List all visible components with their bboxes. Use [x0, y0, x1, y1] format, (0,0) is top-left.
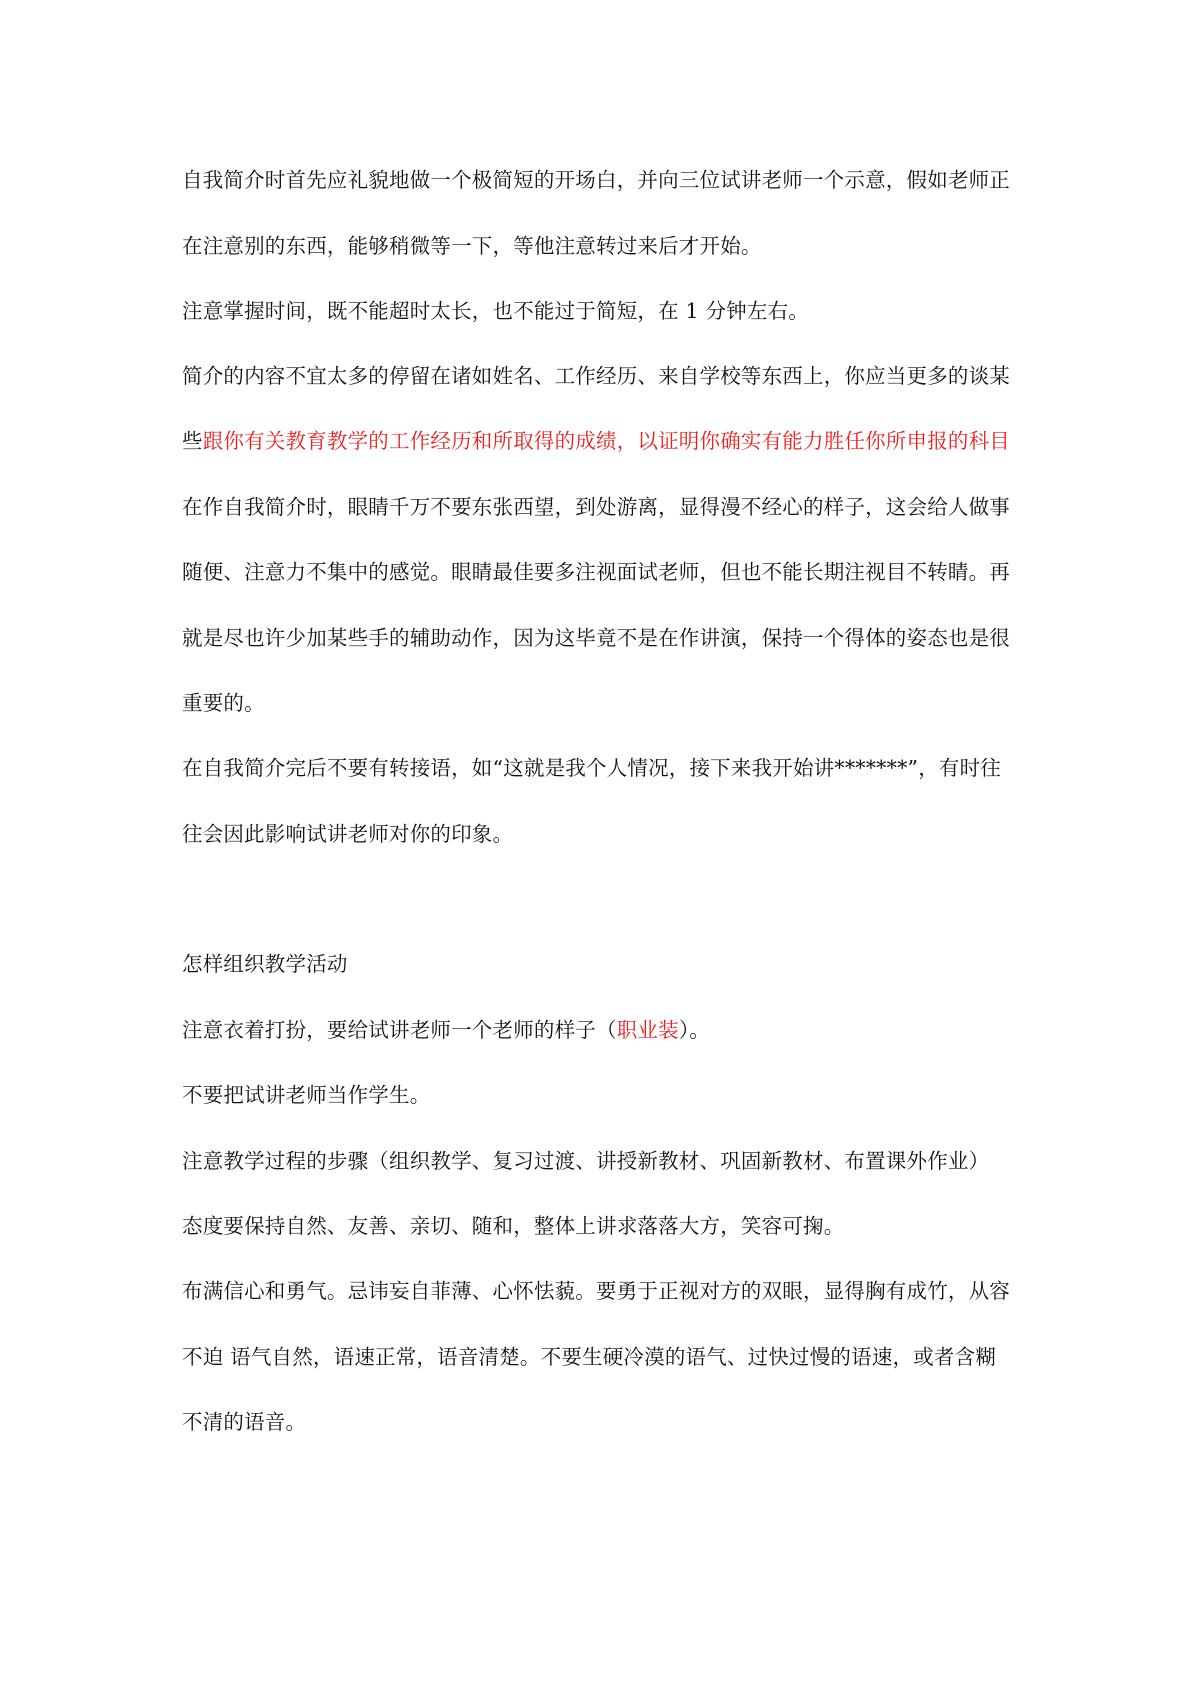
paragraph-intro-line-2: 在注意别的东西，能够稍微等一下，等他注意转过来后才开始。	[182, 234, 762, 258]
paragraph-eyes-line-1: 在作自我简介时，眼睛千万不要东张西望，到处游离，显得漫不经心的样子，这会给人做事	[182, 495, 1010, 519]
section-item-attire	[182, 1016, 1022, 1044]
section-item-confidence-line-1: 布满信心和勇气。忌讳妄自菲薄、心怀怯藐。要勇于正视对方的双眼，显得胸有成竹，从容	[182, 1279, 1010, 1303]
paragraph-content-line-1: 简介的内容不宜太多的停留在诸如姓名、工作经历、来自学校等东西上，你应当更多的谈某	[182, 364, 1010, 388]
attire-prefix: 注意衣着打扮，要给试讲老师一个老师的样子（	[182, 1018, 617, 1042]
section-item-confidence-line-2: 不迫 语气自然，语速正常，语音清楚。不要生硬冷漠的语气、过快过慢的语速，或者含糊	[182, 1345, 997, 1369]
content-line-prefix: 些	[182, 429, 203, 453]
section-heading: 怎样组织教学活动	[182, 952, 348, 976]
paragraph-eyes-line-3: 就是尽也许少加某些手的辅助动作，因为这毕竟不是在作讲演，保持一个得体的姿态也是很	[182, 626, 1010, 650]
paragraph-transition-line-1: 在自我简介完后不要有转接语，如“这就是我个人情况，接下来我开始讲*******”，有时往	[182, 756, 1002, 780]
section-item-confidence-line-3: 不清的语音。	[182, 1410, 307, 1434]
paragraph-eyes-line-2: 随便、注意力不集中的感觉。眼睛最佳要多注视面试老师，但也不能长期注视目不转睛。再	[182, 560, 1010, 584]
attire-highlight: 职业装	[616, 1018, 679, 1042]
paragraph-eyes-line-4: 重要的。	[182, 691, 265, 715]
attire-suffix: ）。	[678, 1018, 710, 1042]
section-item-attitude: 态度要保持自然、友善、亲切、随和，整体上讲求落落大方，笑容可掬。	[182, 1214, 845, 1238]
section-item-students: 不要把试讲老师当作学生。	[182, 1083, 431, 1107]
paragraph-transition-line-2: 往会因此影响试讲老师对你的印象。	[182, 822, 514, 846]
paragraph-content-line-2	[182, 427, 1022, 455]
section-item-steps: 注意教学过程的步骤（组织教学、复习过渡、讲授新教材、巩固新教材、布置课外作业）	[182, 1149, 990, 1173]
highlighted-text: 跟你有关教育教学的工作经历和所取得的成绩，以证明你确实有能力胜任你所申报的科目	[202, 429, 1011, 453]
paragraph-time-line-1: 注意掌握时间，既不能超时太长，也不能过于简短，在 1 分钟左右。	[182, 299, 809, 323]
paragraph-intro-line-1: 自我简介时首先应礼貌地做一个极简短的开场白，并向三位试讲老师一个示意，假如老师正	[182, 168, 1010, 192]
